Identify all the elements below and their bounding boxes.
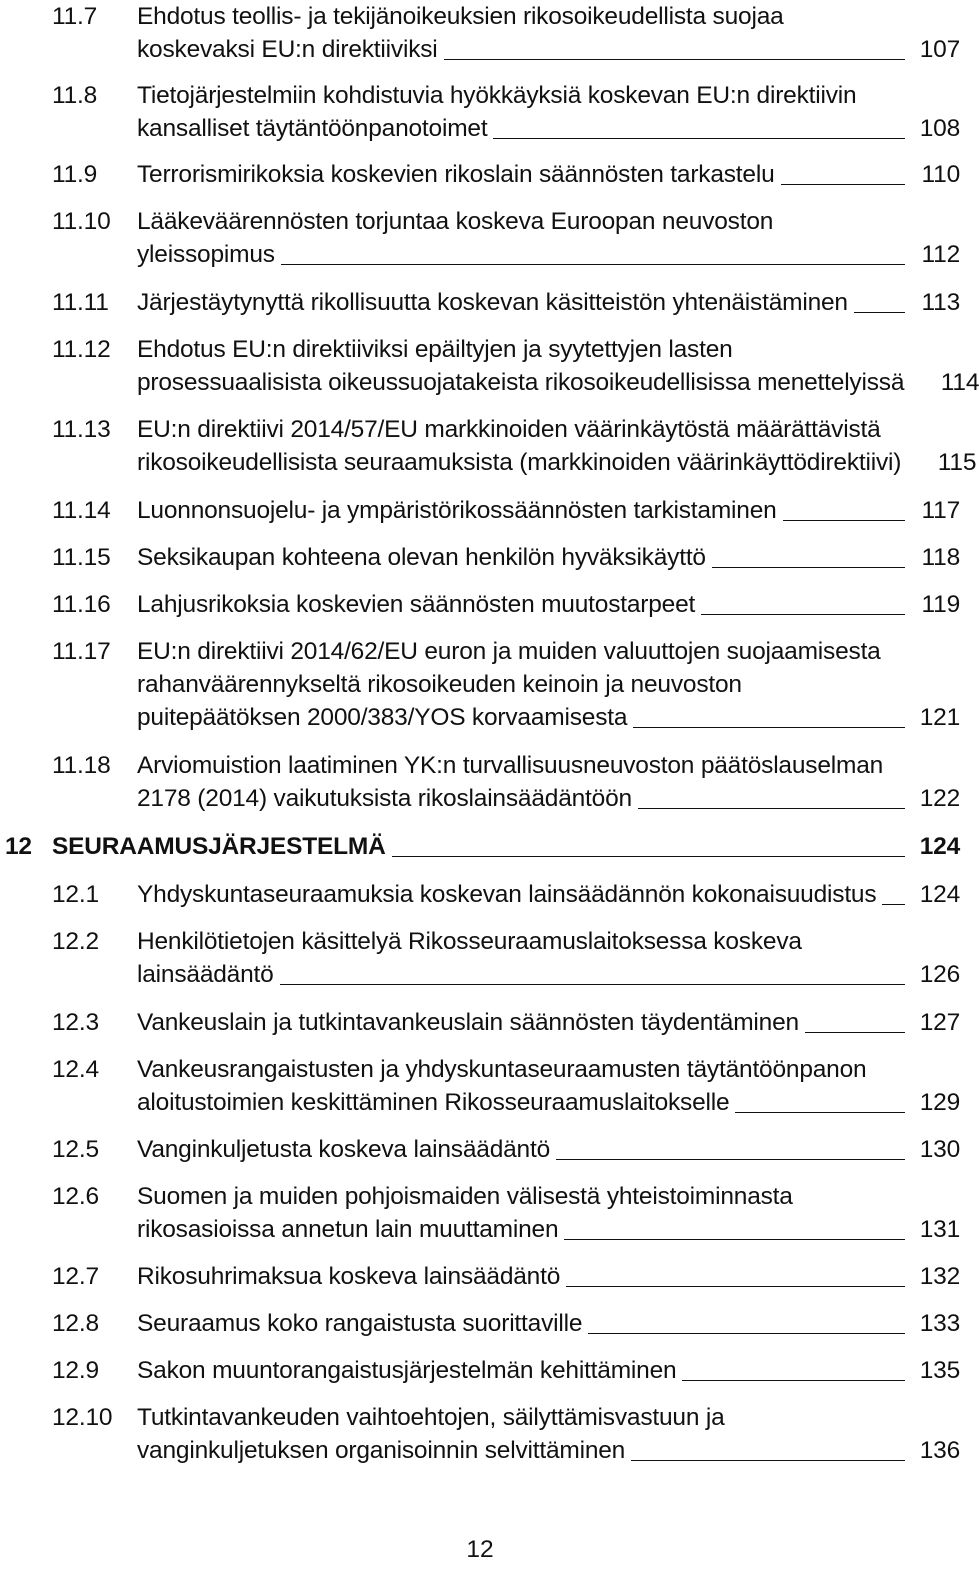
toc-entry-number: 11.7: [52, 3, 98, 30]
dot-leader: [633, 726, 905, 728]
dot-leader: [444, 58, 905, 60]
dot-leader: [682, 1379, 905, 1381]
toc-entry-title-line: rahanväärennykseltä rikosoikeuden keinoin ja neuvoston: [137, 671, 742, 698]
toc-entry-title-line: Terrorismirikoksia koskevien rikoslain säännösten tarkastelu: [137, 161, 775, 188]
toc-entry-title-line: Yhdyskuntaseuraamuksia koskevan lainsäädännön kokonaisuudistus: [137, 881, 877, 908]
toc-page-number: 108: [919, 115, 960, 142]
toc-entry-number: 11.17: [52, 638, 111, 665]
toc-page-number: 119: [921, 591, 960, 618]
toc-entry-title-line: Tutkintavankeuden vaihtoehtojen, säilyttämisvastuun ja: [137, 1404, 725, 1431]
toc-entry-title-line: prosessuaalisista oikeussuojatakeista rikosoikeudellisissa menettelyissä: [137, 369, 905, 396]
toc-page-number: 135: [919, 1357, 960, 1384]
toc-page-number: 136: [919, 1437, 960, 1464]
toc-entry-number: 12: [5, 833, 32, 860]
toc-page-number: 132: [919, 1263, 960, 1290]
toc-entry-title-line: lainsäädäntö: [137, 961, 274, 988]
dot-leader: [907, 472, 921, 473]
dot-leader: [783, 519, 905, 521]
toc-entry-title-line: EU:n direktiivi 2014/57/EU markkinoiden väärinkäytöstä määrättävistä: [137, 416, 881, 443]
toc-entry-title-line: Seuraamus koko rangaistusta suorittaville: [137, 1310, 583, 1337]
toc-page-number: 117: [921, 497, 960, 524]
dot-leader: [781, 183, 905, 185]
toc-entry-title-line: koskevaksi EU:n direktiiviksi: [137, 36, 438, 63]
toc-entry-title-line: Sakon muuntorangaistusjärjestelmän kehittäminen: [137, 1357, 677, 1384]
toc-entry-number: 11.11: [52, 289, 109, 316]
toc-entry-number: 12.9: [52, 1357, 99, 1384]
toc-page-number: 124: [919, 833, 960, 860]
toc-entry-title-line: Seksikaupan kohteena olevan henkilön hyväksikäyttö: [137, 544, 706, 571]
toc-entry-title-line: vanginkuljetuksen organisoinnin selvittäminen: [137, 1437, 626, 1464]
toc-page-number: 130: [919, 1136, 960, 1163]
toc-entry-number: 11.15: [52, 544, 111, 571]
toc-entry-number: 11.14: [52, 497, 111, 524]
toc-entry-title-line: 2178 (2014) vaikutuksista rikoslainsäädäntöön: [137, 785, 632, 812]
toc-entry-title-line: Lääkeväärennösten torjuntaa koskeva Euroopan neuvoston: [137, 208, 774, 235]
dot-leader: [805, 1031, 905, 1033]
toc-entry-number: 12.2: [52, 928, 99, 955]
toc-page-number: 112: [921, 241, 960, 268]
toc-entry-number: 11.18: [52, 752, 111, 779]
toc-page-number: 133: [919, 1310, 960, 1337]
toc-entry-number: 11.13: [52, 416, 111, 443]
toc-entry-title-line: Rikosuhrimaksua koskeva lainsäädäntö: [137, 1263, 561, 1290]
page-number: 12: [466, 1536, 494, 1563]
dot-leader: [735, 1111, 905, 1113]
toc-page-number: 122: [919, 785, 960, 812]
dot-leader: [882, 903, 905, 905]
toc-page-number: 127: [919, 1009, 960, 1036]
toc-page-number: 121: [919, 704, 960, 731]
toc-page-number: 129: [919, 1089, 960, 1116]
toc-page-number: 115: [937, 449, 977, 476]
toc-page-number: 110: [921, 161, 960, 188]
toc-entry-title-line: Arviomuistion laatiminen YK:n turvallisuusneuvoston päätöslauselman: [137, 752, 884, 779]
dot-leader: [281, 263, 905, 265]
toc-entry-title-line: yleissopimus: [137, 241, 275, 268]
toc-entry-number: 11.9: [52, 161, 98, 188]
toc-entry-title-line: puitepäätöksen 2000/383/YOS korvaamisesta: [137, 704, 628, 731]
toc-entry-title-line: Lahjusrikoksia koskevien säännösten muutostarpeet: [137, 591, 696, 618]
dot-leader: [631, 1459, 905, 1461]
toc-page-number: 124: [919, 881, 960, 908]
toc-entry-number: 11.10: [52, 208, 111, 235]
toc-entry-title-line: rikosoikeudellisista seuraamuksista (markkinoiden väärinkäyttödirektiivi): [137, 449, 902, 476]
toc-page-number: 113: [921, 289, 960, 316]
dot-leader: [392, 855, 905, 857]
toc-page-number: 131: [919, 1216, 960, 1243]
toc-entry-title-line: Suomen ja muiden pohjoismaiden välisestä yhteistoiminnasta: [137, 1183, 793, 1210]
toc-entry-title-line: Vankeusrangaistusten ja yhdyskuntaseuraamusten täytäntöönpanon: [137, 1056, 867, 1083]
toc-entry-title-line: Vanginkuljetusta koskeva lainsäädäntö: [137, 1136, 551, 1163]
dot-leader: [556, 1158, 905, 1160]
toc-entry-number: 12.8: [52, 1310, 99, 1337]
toc-entry-title-line: Henkilötietojen käsittelyä Rikosseuraamuslaitoksessa koskeva: [137, 928, 802, 955]
dot-leader: [910, 392, 924, 393]
toc-entry-number: 12.3: [52, 1009, 99, 1036]
toc-entry-title-line: SEURAAMUSJÄRJESTELMÄ: [52, 833, 386, 860]
toc-entry-number: 11.12: [52, 336, 111, 363]
toc-entry-title-line: aloitustoimien keskittäminen Rikosseuraamuslaitokselle: [137, 1089, 730, 1116]
dot-leader: [854, 311, 905, 313]
toc-entry-number: 12.4: [52, 1056, 99, 1083]
toc-entry-title-line: rikosasioissa annetun lain muuttaminen: [137, 1216, 559, 1243]
toc-entry-number: 11.8: [52, 82, 98, 109]
dot-leader: [701, 613, 905, 615]
toc-entry-number: 11.16: [52, 591, 111, 618]
dot-leader: [588, 1332, 905, 1334]
toc-entry-title-line: Ehdotus teollis- ja tekijänoikeuksien rikosoikeudellista suojaa: [137, 3, 784, 30]
dot-leader: [493, 137, 905, 139]
toc-entry-title-line: Vankeuslain ja tutkintavankeuslain säännösten täydentäminen: [137, 1009, 799, 1036]
toc-entry-title-line: Tietojärjestelmiin kohdistuvia hyökkäyksiä koskevan EU:n direktiivin: [137, 82, 857, 109]
dot-leader: [564, 1238, 905, 1240]
toc-entry-number: 12.6: [52, 1183, 99, 1210]
toc-page-number: 118: [921, 544, 960, 571]
toc-entry-number: 12.5: [52, 1136, 99, 1163]
toc-entry-title-line: Ehdotus EU:n direktiiviksi epäiltyjen ja syytettyjen lasten: [137, 336, 733, 363]
toc-entry-number: 12.10: [52, 1404, 113, 1431]
toc-entry-title-line: EU:n direktiivi 2014/62/EU euron ja muiden valuuttojen suojaamisesta: [137, 638, 881, 665]
toc-page-number: 126: [919, 961, 960, 988]
toc-entry-title-line: Järjestäytynyttä rikollisuutta koskevan käsitteistön yhtenäistäminen: [137, 289, 848, 316]
dot-leader: [566, 1285, 905, 1287]
toc-entry-number: 12.7: [52, 1263, 99, 1290]
toc-page-number: 114: [940, 369, 979, 396]
toc-entry-title-line: Luonnonsuojelu- ja ympäristörikossäännösten tarkistaminen: [137, 497, 777, 524]
dot-leader: [712, 566, 905, 568]
toc-page-number: 107: [919, 36, 960, 63]
toc-entry-title-line: kansalliset täytäntöönpanotoimet: [137, 115, 488, 142]
dot-leader: [280, 983, 905, 985]
toc-entry-number: 12.1: [52, 881, 99, 908]
dot-leader: [638, 807, 905, 809]
